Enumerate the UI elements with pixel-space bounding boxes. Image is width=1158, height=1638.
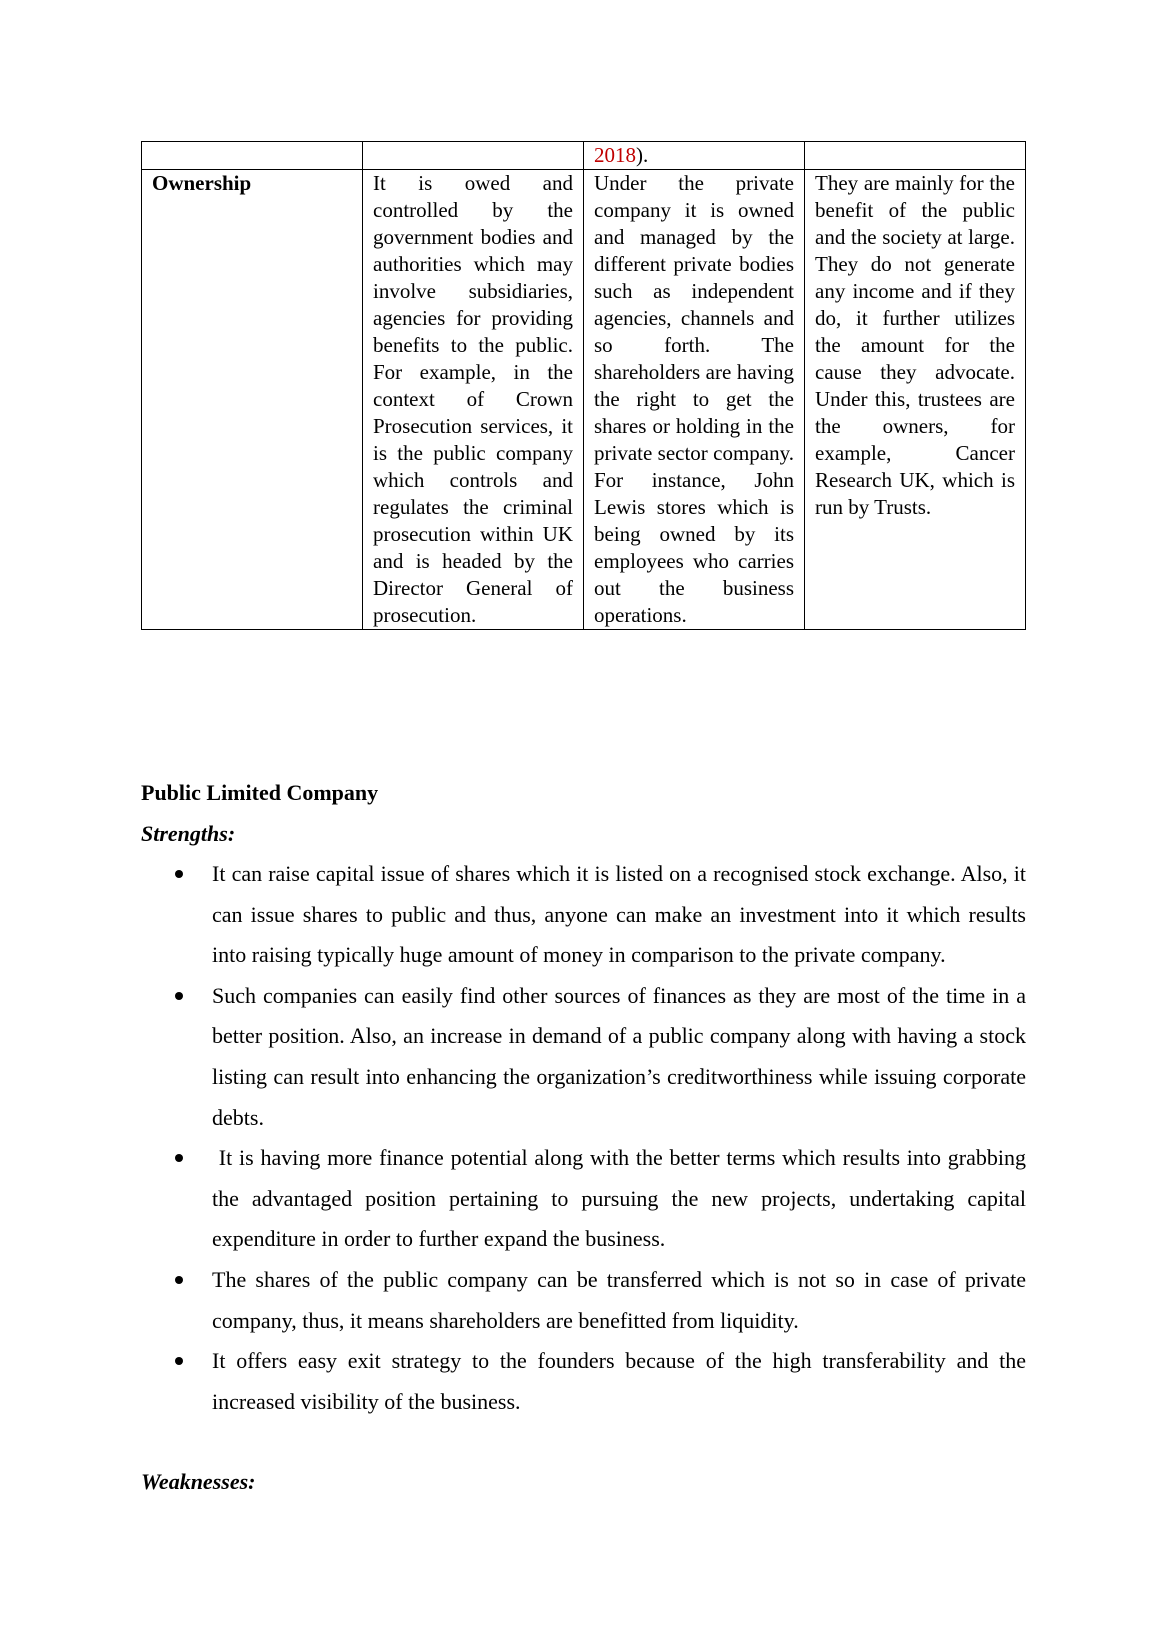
table-cell-private-sector: Under the private company it is owned and managed by the different private bodies such as independent agencies, channels and so forth. The shareholders are having the right to get the shares or holding in the private sector company. For instance, John Lewis stores which is being owned by its employees who carries out the business operations.	[584, 170, 805, 630]
row-label-ownership: Ownership	[142, 170, 363, 630]
table-cell-empty	[363, 142, 584, 170]
list-item-text: It offers easy exit strategy to the founders because of the high transferability and the increased visibility of the business.	[212, 1348, 1026, 1414]
comparison-table	[141, 141, 1026, 630]
bullet-icon	[175, 1154, 183, 1162]
bullet-icon	[175, 992, 183, 1000]
list-item	[141, 854, 1026, 976]
list-item	[141, 976, 1026, 1138]
bullet-icon	[175, 870, 183, 878]
table-cell-empty	[142, 142, 363, 170]
bullet-icon	[175, 1357, 183, 1365]
list-item	[141, 1341, 1026, 1422]
section-heading: Public Limited Company	[141, 780, 379, 805]
list-item-text: It can raise capital issue of shares which it is listed on a recognised stock exchange. Also, it can issue shares to public and thus, anyone can make an investment into it which results into raising typically huge amount of money in comparison to the private company.	[212, 861, 1026, 968]
table-cell-public-sector: It is owed and controlled by the government bodies and authorities which may involve subsidiaries, agencies for providing benefits to the public. For example, in the context of Crown Prosecution services, it is the public company which controls and regulates the criminal prosecution within UK and is headed by the Director General of prosecution.	[363, 170, 584, 630]
list-item-text: Such companies can easily find other sources of finances as they are most of the time in a better position. Also, an increase in demand of a public company along with having a stock listing can result into enhancing the organization’s creditworthiness while issuing corporate debts.	[212, 982, 1026, 1130]
weaknesses-label: Weaknesses:	[141, 1469, 256, 1494]
strengths-label: Strengths:	[141, 821, 236, 846]
list-item	[141, 1138, 1032, 1260]
list-item-text: It is having more finance potential along with the better terms which results into grabbing the advantaged position pertaining to pursuing the new projects, undertaking capital expenditure in order to further expand the business.	[212, 1145, 1032, 1252]
list-item-text: The shares of the public company can be transferred which is not so in case of private company, thus, it means shareholders are benefitted from liquidity.	[212, 1266, 1026, 1333]
bullet-icon	[175, 1276, 183, 1284]
table-row-ownership	[142, 170, 1026, 630]
list-item	[141, 1260, 1026, 1341]
strengths-list	[141, 854, 1032, 1422]
citation-suffix: ).	[636, 143, 649, 167]
table-cell-citation	[584, 142, 805, 170]
table-cell-voluntary-sector: They are mainly for the benefit of the public and the society at large. They do not generate any income and if they do, it further utilizes the amount for the cause they advocate. Under this, trustees are the owners, for example, Cancer Research UK, which is run by Trusts.	[805, 170, 1026, 630]
table-cell-empty	[805, 142, 1026, 170]
table-row-continuation	[142, 142, 1026, 170]
citation-year[interactable]: 2018	[594, 143, 636, 167]
